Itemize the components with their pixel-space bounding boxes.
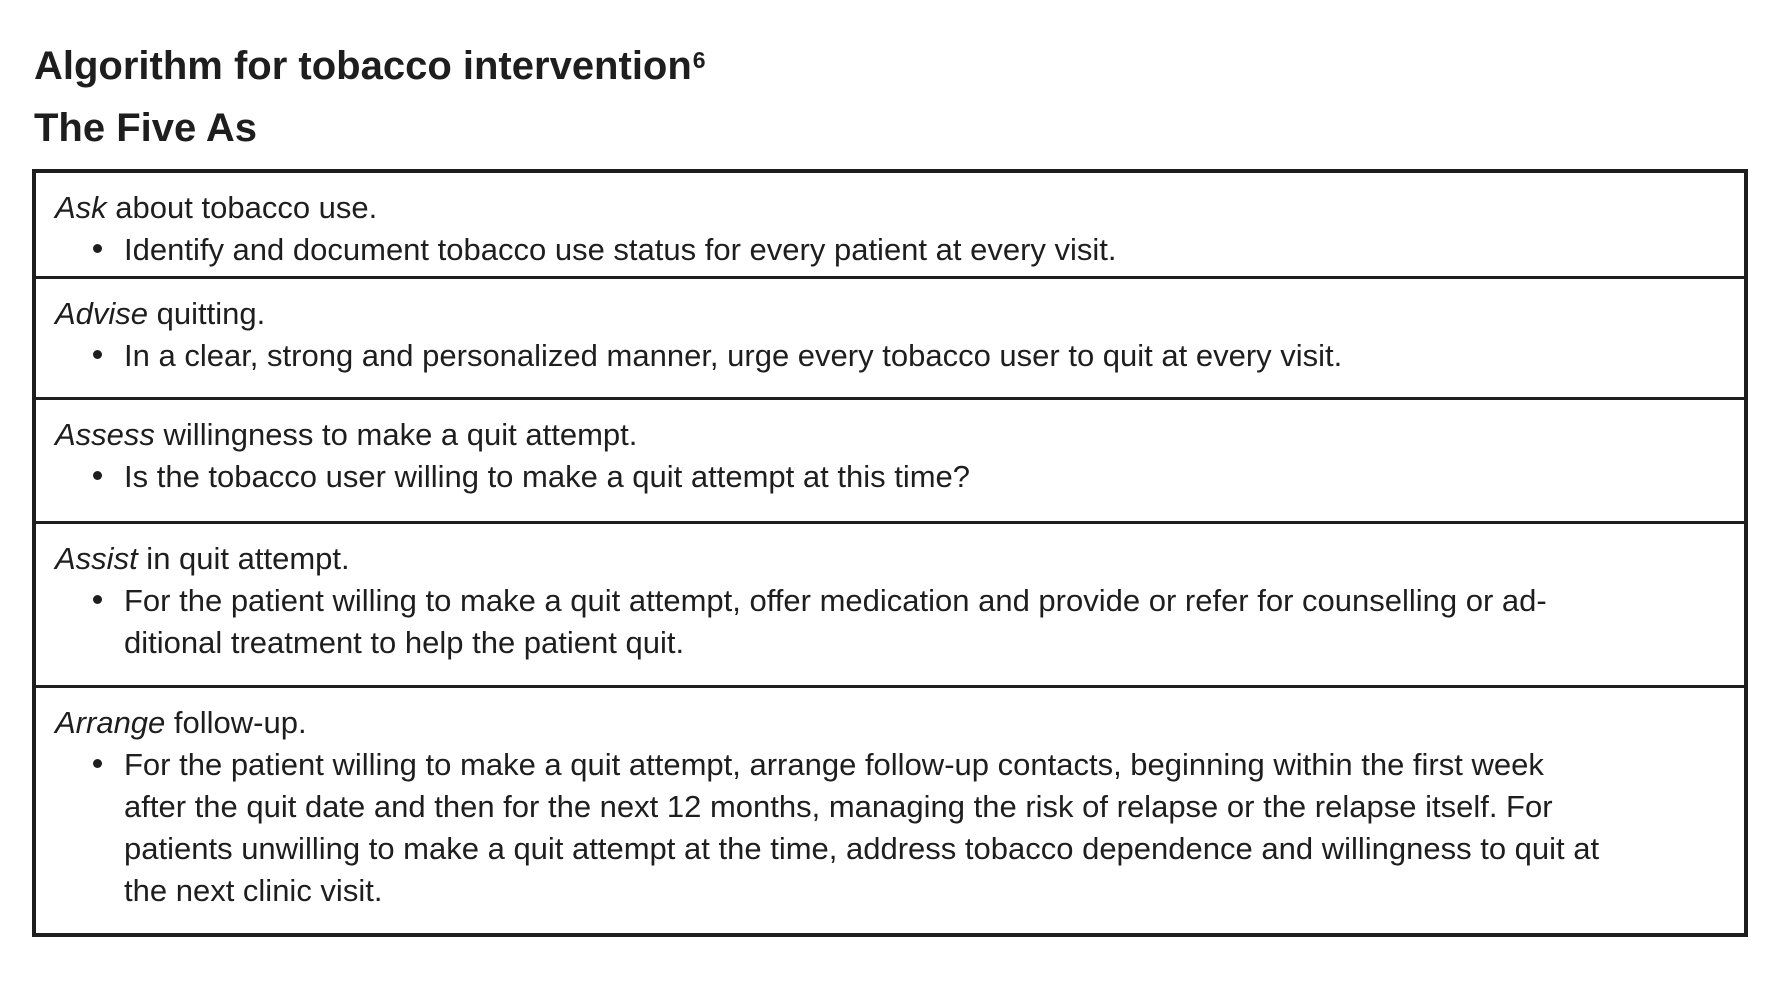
- bullet-dot: [93, 595, 102, 604]
- bullet-dot: [93, 350, 102, 359]
- step-keyword: Assist: [55, 541, 138, 576]
- step-keyword: Advise: [55, 296, 149, 331]
- step-title-rest: willingness to make a quit attempt.: [154, 417, 638, 452]
- step-title-rest: follow-up.: [165, 705, 307, 740]
- step-title-rest: quitting.: [148, 296, 266, 331]
- step-assist: [36, 521, 1744, 685]
- title-text: Algorithm for tobacco intervention: [34, 44, 692, 88]
- title-footnote-ref: 6: [692, 47, 706, 73]
- step-assess: [36, 397, 1744, 521]
- document-title: [34, 42, 706, 90]
- step-keyword: Assess: [55, 417, 155, 452]
- step-title: [55, 538, 1724, 580]
- bullet-dot: [93, 244, 102, 253]
- step-title-rest: in quit attempt.: [137, 541, 350, 576]
- step-advise: [36, 276, 1744, 397]
- step-keyword: Ask: [55, 190, 107, 225]
- step-bullet: [124, 335, 1724, 377]
- step-bullet-list: [55, 580, 1724, 664]
- bullet-dot: [93, 471, 102, 480]
- bullet-dot: [93, 759, 102, 768]
- step-bullet: [124, 580, 1724, 664]
- step-bullet: [124, 229, 1724, 271]
- step-title: [55, 702, 1724, 744]
- step-bullet-list: [55, 456, 1724, 498]
- step-ask: [36, 173, 1744, 276]
- step-bullet-text: Identify and document tobacco use status for every patient at every visit.: [124, 232, 1117, 267]
- step-bullet-list: [55, 229, 1724, 271]
- five-as-table: [32, 169, 1748, 937]
- step-bullet-text: Is the tobacco user willing to make a quit attempt at this time?: [124, 459, 971, 494]
- step-bullet-list: [55, 744, 1724, 912]
- document-subtitle: The Five As: [34, 106, 258, 150]
- step-keyword: Arrange: [55, 705, 166, 740]
- step-bullet-text: For the patient willing to make a quit attempt, offer medication and provide or refer for counselling or ad- ditional treatment to help the patient quit.: [124, 583, 1547, 660]
- step-bullet: [124, 744, 1724, 912]
- step-arrange: [36, 685, 1744, 933]
- step-bullet-text: In a clear, strong and personalized manner, urge every tobacco user to quit at every visit.: [124, 338, 1343, 373]
- step-title-rest: about tobacco use.: [106, 190, 378, 225]
- step-bullet-text: For the patient willing to make a quit attempt, arrange follow-up contacts, beginning within the first week after the quit date and then for the next 12 months, managing the risk of relapse or the relapse itself. For patients unwilling to make a quit attempt at the time, address tobacco dependence and willingness to quit at the next clinic visit.: [124, 747, 1600, 908]
- step-title: [55, 414, 1724, 456]
- step-title: [55, 187, 1724, 229]
- step-bullet-list: [55, 335, 1724, 377]
- step-bullet: [124, 456, 1724, 498]
- step-title: [55, 293, 1724, 335]
